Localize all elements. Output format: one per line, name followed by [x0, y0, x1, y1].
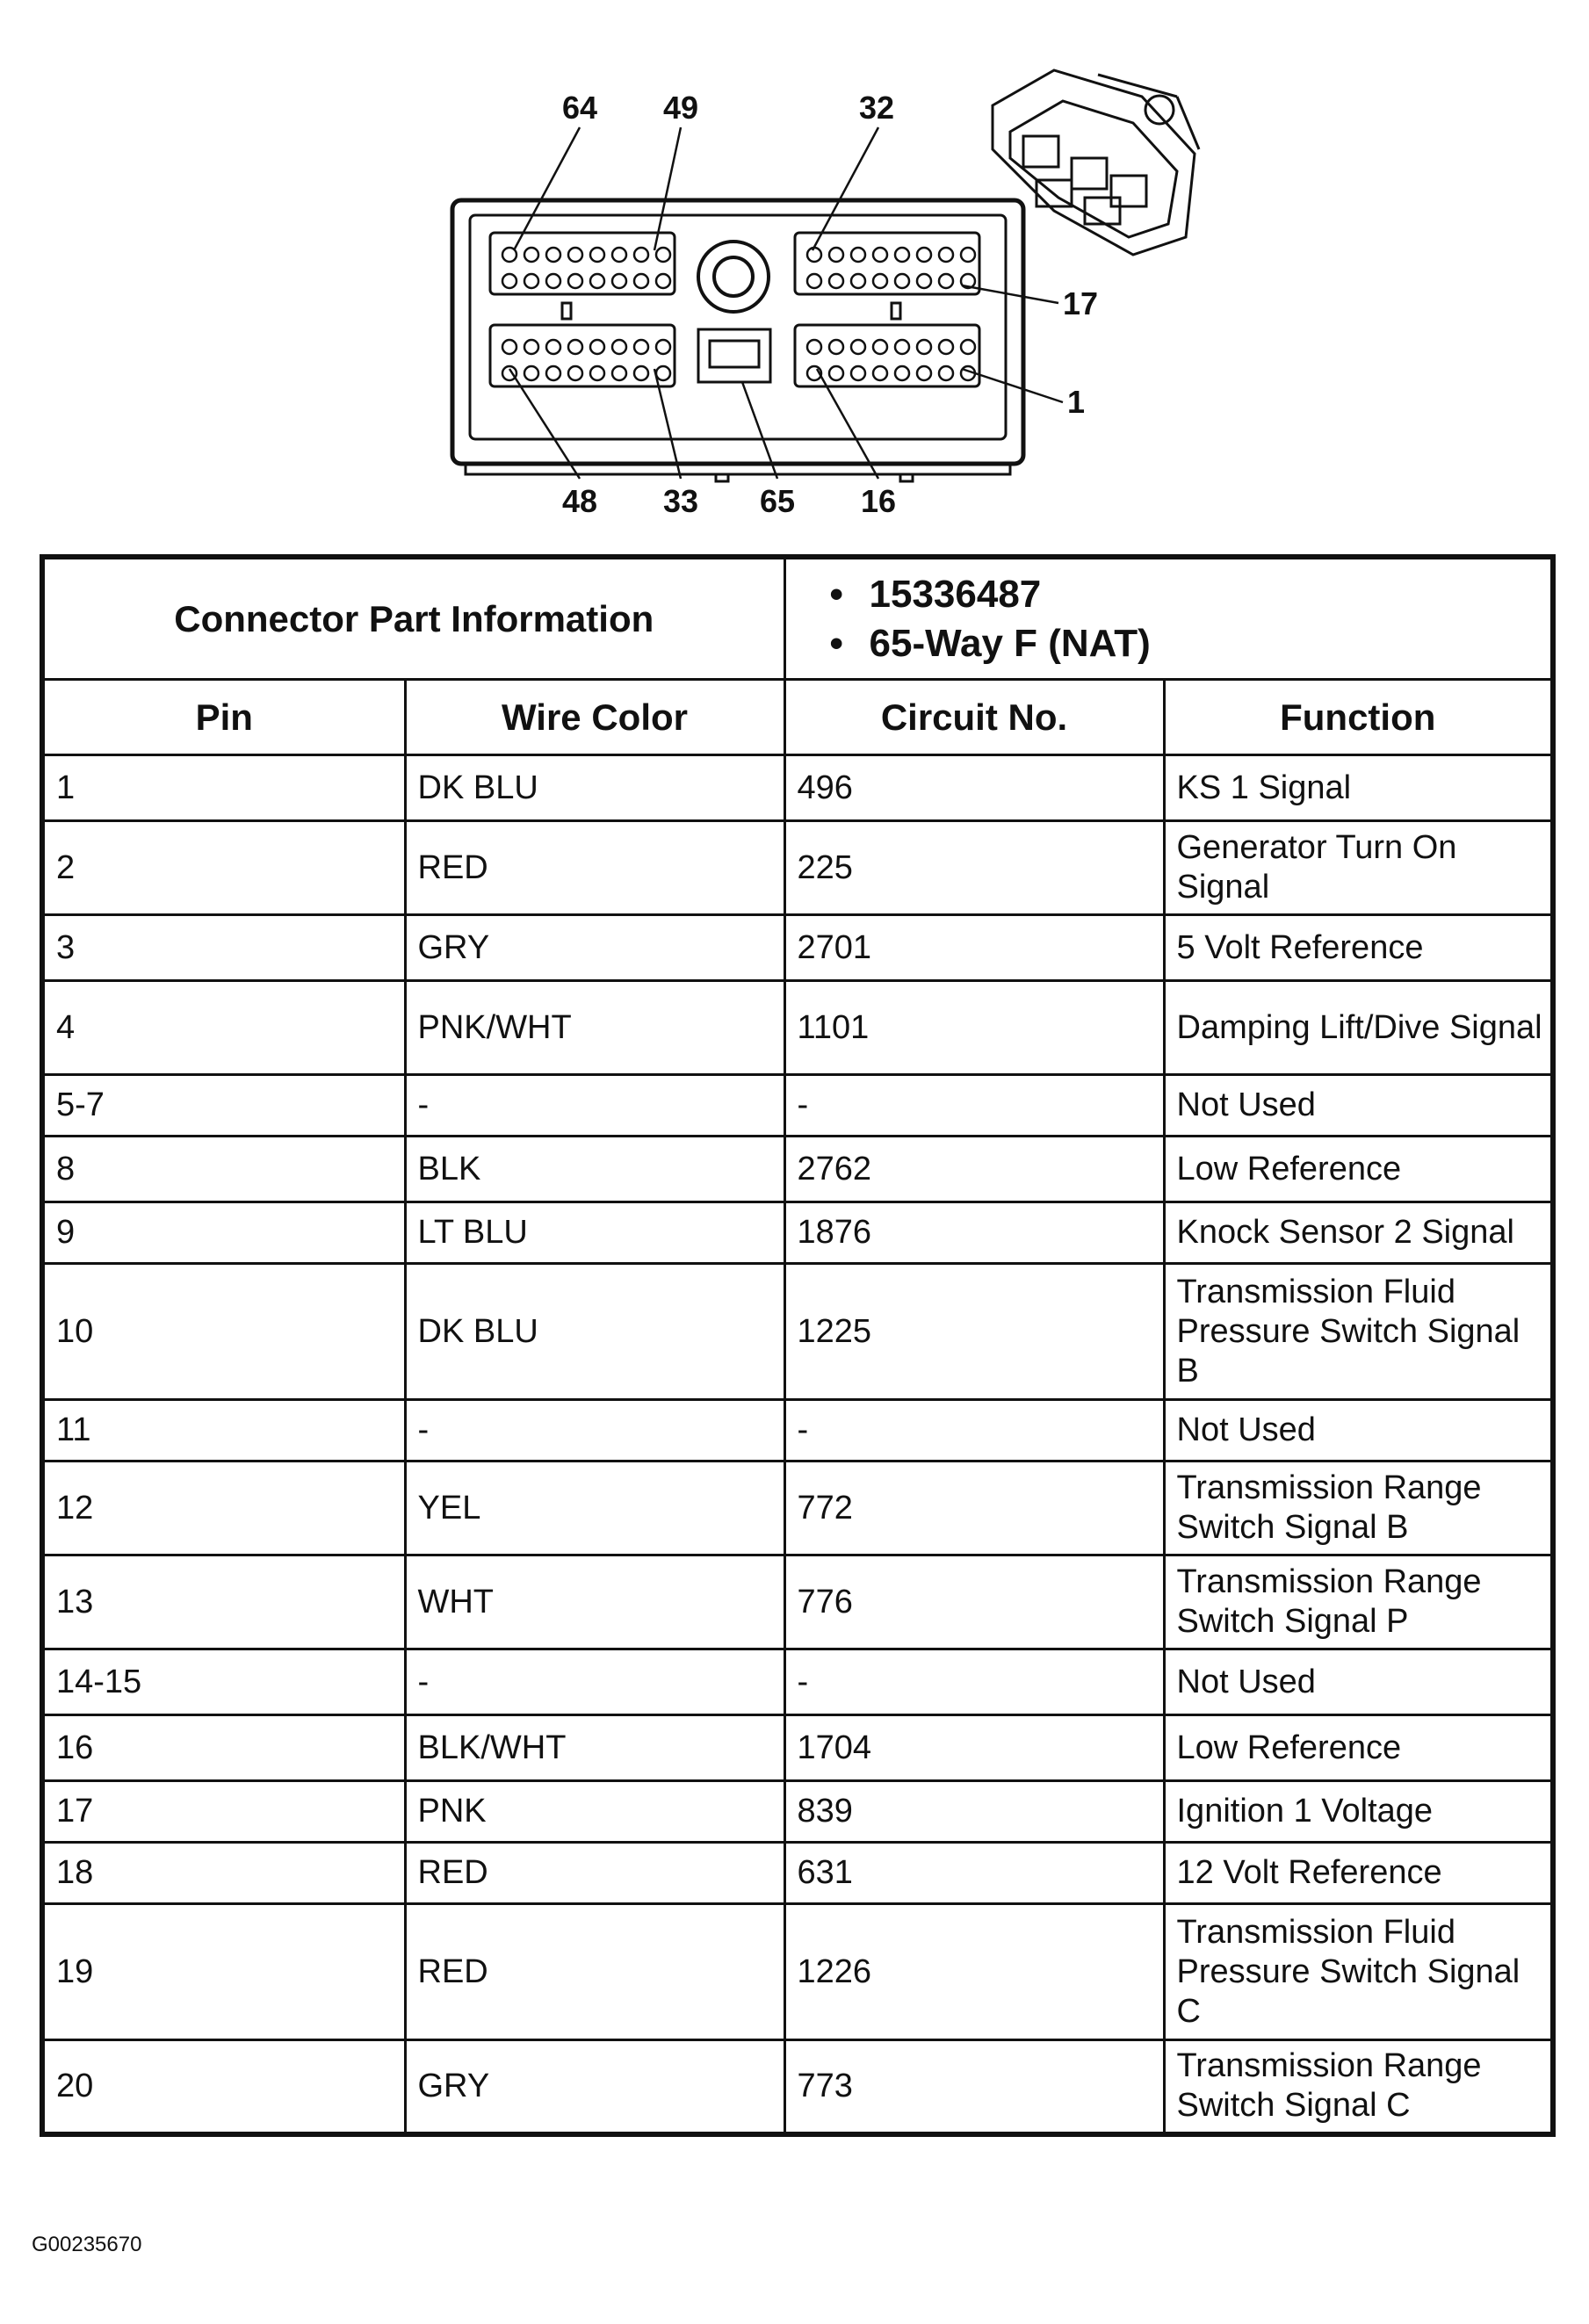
connector-diagram [0, 0, 1589, 562]
pin-cell: 14-15 [42, 1649, 405, 1715]
pin-cavity [590, 274, 604, 288]
function-cell: Damping Lift/Dive Signal [1164, 981, 1553, 1075]
pin-cavity [590, 340, 604, 354]
pin-cell: 4 [42, 981, 405, 1075]
pin-cavity [656, 248, 670, 262]
pin-cavity [634, 340, 648, 354]
table-row [42, 1904, 1553, 2040]
callout-48: 48 [562, 483, 598, 519]
function-cell: 12 Volt Reference [1164, 1843, 1553, 1904]
circuit-cell: 2762 [784, 1137, 1164, 1202]
circuit-cell: 773 [784, 2040, 1164, 2134]
wire-color-cell: DK BLU [405, 755, 784, 821]
pin-cavity [851, 366, 865, 380]
function-cell: Transmission Range Switch Signal C [1164, 2040, 1553, 2134]
table-row [42, 1137, 1553, 1202]
pin-cavity [612, 274, 626, 288]
function-cell: Not Used [1164, 1075, 1553, 1137]
callout-leader-lines [509, 127, 1063, 479]
pin-cavity [502, 340, 516, 354]
callout-17: 17 [1063, 285, 1099, 321]
table-row [42, 1781, 1553, 1843]
wire-color-cell: WHT [405, 1555, 784, 1649]
function-cell: Transmission Range Switch Signal B [1164, 1462, 1553, 1555]
pin-cavity [851, 248, 865, 262]
table-row [42, 1075, 1553, 1137]
pin-cell: 19 [42, 1904, 405, 2040]
pin-cell: 18 [42, 1843, 405, 1904]
circuit-cell: 772 [784, 1462, 1164, 1555]
pin-cavity [961, 248, 975, 262]
circuit-cell: 839 [784, 1781, 1164, 1843]
table-row [42, 1649, 1553, 1715]
pin-cavity [917, 340, 931, 354]
wire-color-cell: GRY [405, 915, 784, 981]
column-header-function: Function [1164, 680, 1553, 755]
pin-cell: 10 [42, 1264, 405, 1400]
pin-cavity [807, 340, 821, 354]
connector-pin-table [40, 554, 1556, 2137]
wire-color-cell: PNK/WHT [405, 981, 784, 1075]
table-row [42, 1400, 1553, 1462]
pin-cell: 9 [42, 1202, 405, 1264]
column-header-circuit: Circuit No. [784, 680, 1164, 755]
pin-cavity-dots [502, 248, 975, 380]
function-cell: Transmission Fluid Pressure Switch Signal C [1164, 1904, 1553, 2040]
pin-cavity [590, 366, 604, 380]
pin-cavity [895, 366, 909, 380]
wire-color-cell: RED [405, 821, 784, 915]
circuit-cell: 496 [784, 755, 1164, 821]
pin-cavity [807, 274, 821, 288]
connector-description: • 65-Way F (NAT) [830, 619, 1551, 668]
pin-cavity [568, 340, 582, 354]
function-cell: Not Used [1164, 1400, 1553, 1462]
wire-color-cell: RED [405, 1843, 784, 1904]
pin-cavity [634, 366, 648, 380]
pin-cell: 11 [42, 1400, 405, 1462]
function-cell: Knock Sensor 2 Signal [1164, 1202, 1553, 1264]
column-header-wire-color: Wire Color [405, 680, 784, 755]
function-cell: Not Used [1164, 1649, 1553, 1715]
pin-cavity [807, 248, 821, 262]
pin-cavity [917, 248, 931, 262]
pin-cell: 16 [42, 1715, 405, 1781]
circuit-cell: 1876 [784, 1202, 1164, 1264]
wire-color-cell: DK BLU [405, 1264, 784, 1400]
table-row [42, 1715, 1553, 1781]
pin-cavity [873, 274, 887, 288]
pin-cavity [568, 274, 582, 288]
pin-cell: 2 [42, 821, 405, 915]
circuit-cell: 1226 [784, 1904, 1164, 2040]
pin-cavity [851, 274, 865, 288]
pin-cell: 1 [42, 755, 405, 821]
function-cell: Generator Turn On Signal [1164, 821, 1553, 915]
wire-color-cell: PNK [405, 1781, 784, 1843]
pin-cavity [895, 274, 909, 288]
table-row [42, 2040, 1553, 2134]
pin-cavity [917, 366, 931, 380]
pin-cell: 17 [42, 1781, 405, 1843]
pin-cavity [634, 248, 648, 262]
pin-cavity [873, 366, 887, 380]
pin-cavity [939, 366, 953, 380]
pin-cavity [917, 274, 931, 288]
table-row [42, 1202, 1553, 1264]
part-info-heading: Connector Part Information [42, 557, 784, 680]
wire-color-cell: RED [405, 1904, 784, 2040]
pin-cell: 13 [42, 1555, 405, 1649]
table-row [42, 821, 1553, 915]
callout-32: 32 [859, 90, 895, 126]
pin-cavity [612, 340, 626, 354]
part-info-row [42, 557, 1553, 680]
circuit-cell: 1704 [784, 1715, 1164, 1781]
function-cell: Transmission Fluid Pressure Switch Signal B [1164, 1264, 1553, 1400]
pin-cavity [939, 248, 953, 262]
table-row [42, 915, 1553, 981]
pin-cavity [656, 274, 670, 288]
pin-cavity [829, 248, 843, 262]
pin-cavity [939, 274, 953, 288]
table-row [42, 1555, 1553, 1649]
pin-cavity [656, 366, 670, 380]
pin-cavity [895, 248, 909, 262]
pin-cavity [546, 248, 560, 262]
circuit-cell: 2701 [784, 915, 1164, 981]
function-cell: Ignition 1 Voltage [1164, 1781, 1553, 1843]
pin-cavity [502, 274, 516, 288]
pin-callout-labels [562, 90, 1098, 519]
function-cell: Low Reference [1164, 1715, 1553, 1781]
table-row [42, 1264, 1553, 1400]
pin-cavity [829, 366, 843, 380]
pin-cavity [829, 340, 843, 354]
function-cell: KS 1 Signal [1164, 755, 1553, 821]
pin-cavity [546, 340, 560, 354]
callout-49: 49 [663, 90, 699, 126]
pin-cavity [546, 274, 560, 288]
pin-cavity [546, 366, 560, 380]
connector-housing [452, 200, 1023, 481]
pin-cavity [961, 340, 975, 354]
column-header-row [42, 680, 1553, 755]
pin-cavity [590, 248, 604, 262]
function-cell: Transmission Range Switch Signal P [1164, 1555, 1553, 1649]
wire-color-cell: - [405, 1075, 784, 1137]
circuit-cell: 776 [784, 1555, 1164, 1649]
pin-cavity [524, 366, 538, 380]
figure-id: G00235670 [32, 2233, 142, 2256]
wire-color-cell: - [405, 1649, 784, 1715]
pin-cavity [524, 248, 538, 262]
table-row [42, 1843, 1553, 1904]
pin-cavity [568, 366, 582, 380]
circuit-cell: 1225 [784, 1264, 1164, 1400]
wire-color-cell: BLK [405, 1137, 784, 1202]
pin-cavity [634, 274, 648, 288]
table-row [42, 1462, 1553, 1555]
wire-color-cell: BLK/WHT [405, 1715, 784, 1781]
callout-1: 1 [1067, 384, 1086, 420]
pin-cavity [829, 274, 843, 288]
pin-cavity [568, 248, 582, 262]
table-row [42, 755, 1553, 821]
pin-cavity [873, 248, 887, 262]
circuit-cell: 631 [784, 1843, 1164, 1904]
wire-color-cell: LT BLU [405, 1202, 784, 1264]
pin-cell: 12 [42, 1462, 405, 1555]
wire-color-cell: GRY [405, 2040, 784, 2134]
part-number: • 15336487 [830, 570, 1551, 619]
pin-cell: 3 [42, 915, 405, 981]
pin-cavity [939, 340, 953, 354]
pin-cavity [524, 274, 538, 288]
pin-cavity [895, 340, 909, 354]
pin-cavity [873, 340, 887, 354]
column-header-pin: Pin [42, 680, 405, 755]
pin-cavity [656, 340, 670, 354]
function-cell: 5 Volt Reference [1164, 915, 1553, 981]
pin-cell: 20 [42, 2040, 405, 2134]
pin-cavity [524, 340, 538, 354]
table-row [42, 981, 1553, 1075]
circuit-cell: 225 [784, 821, 1164, 915]
pin-cavity [612, 248, 626, 262]
circuit-cell: - [784, 1400, 1164, 1462]
pin-cavity [612, 366, 626, 380]
pin-cell: 5-7 [42, 1075, 405, 1137]
callout-16: 16 [861, 483, 897, 519]
callout-64: 64 [562, 90, 598, 126]
function-cell: Low Reference [1164, 1137, 1553, 1202]
callout-65: 65 [760, 483, 796, 519]
wire-color-cell: YEL [405, 1462, 784, 1555]
circuit-cell: 1101 [784, 981, 1164, 1075]
callout-33: 33 [663, 483, 699, 519]
wire-color-cell: - [405, 1400, 784, 1462]
circuit-cell: - [784, 1075, 1164, 1137]
part-info-details [784, 557, 1553, 680]
pin-cell: 8 [42, 1137, 405, 1202]
pin-cavity [851, 340, 865, 354]
circuit-cell: - [784, 1649, 1164, 1715]
